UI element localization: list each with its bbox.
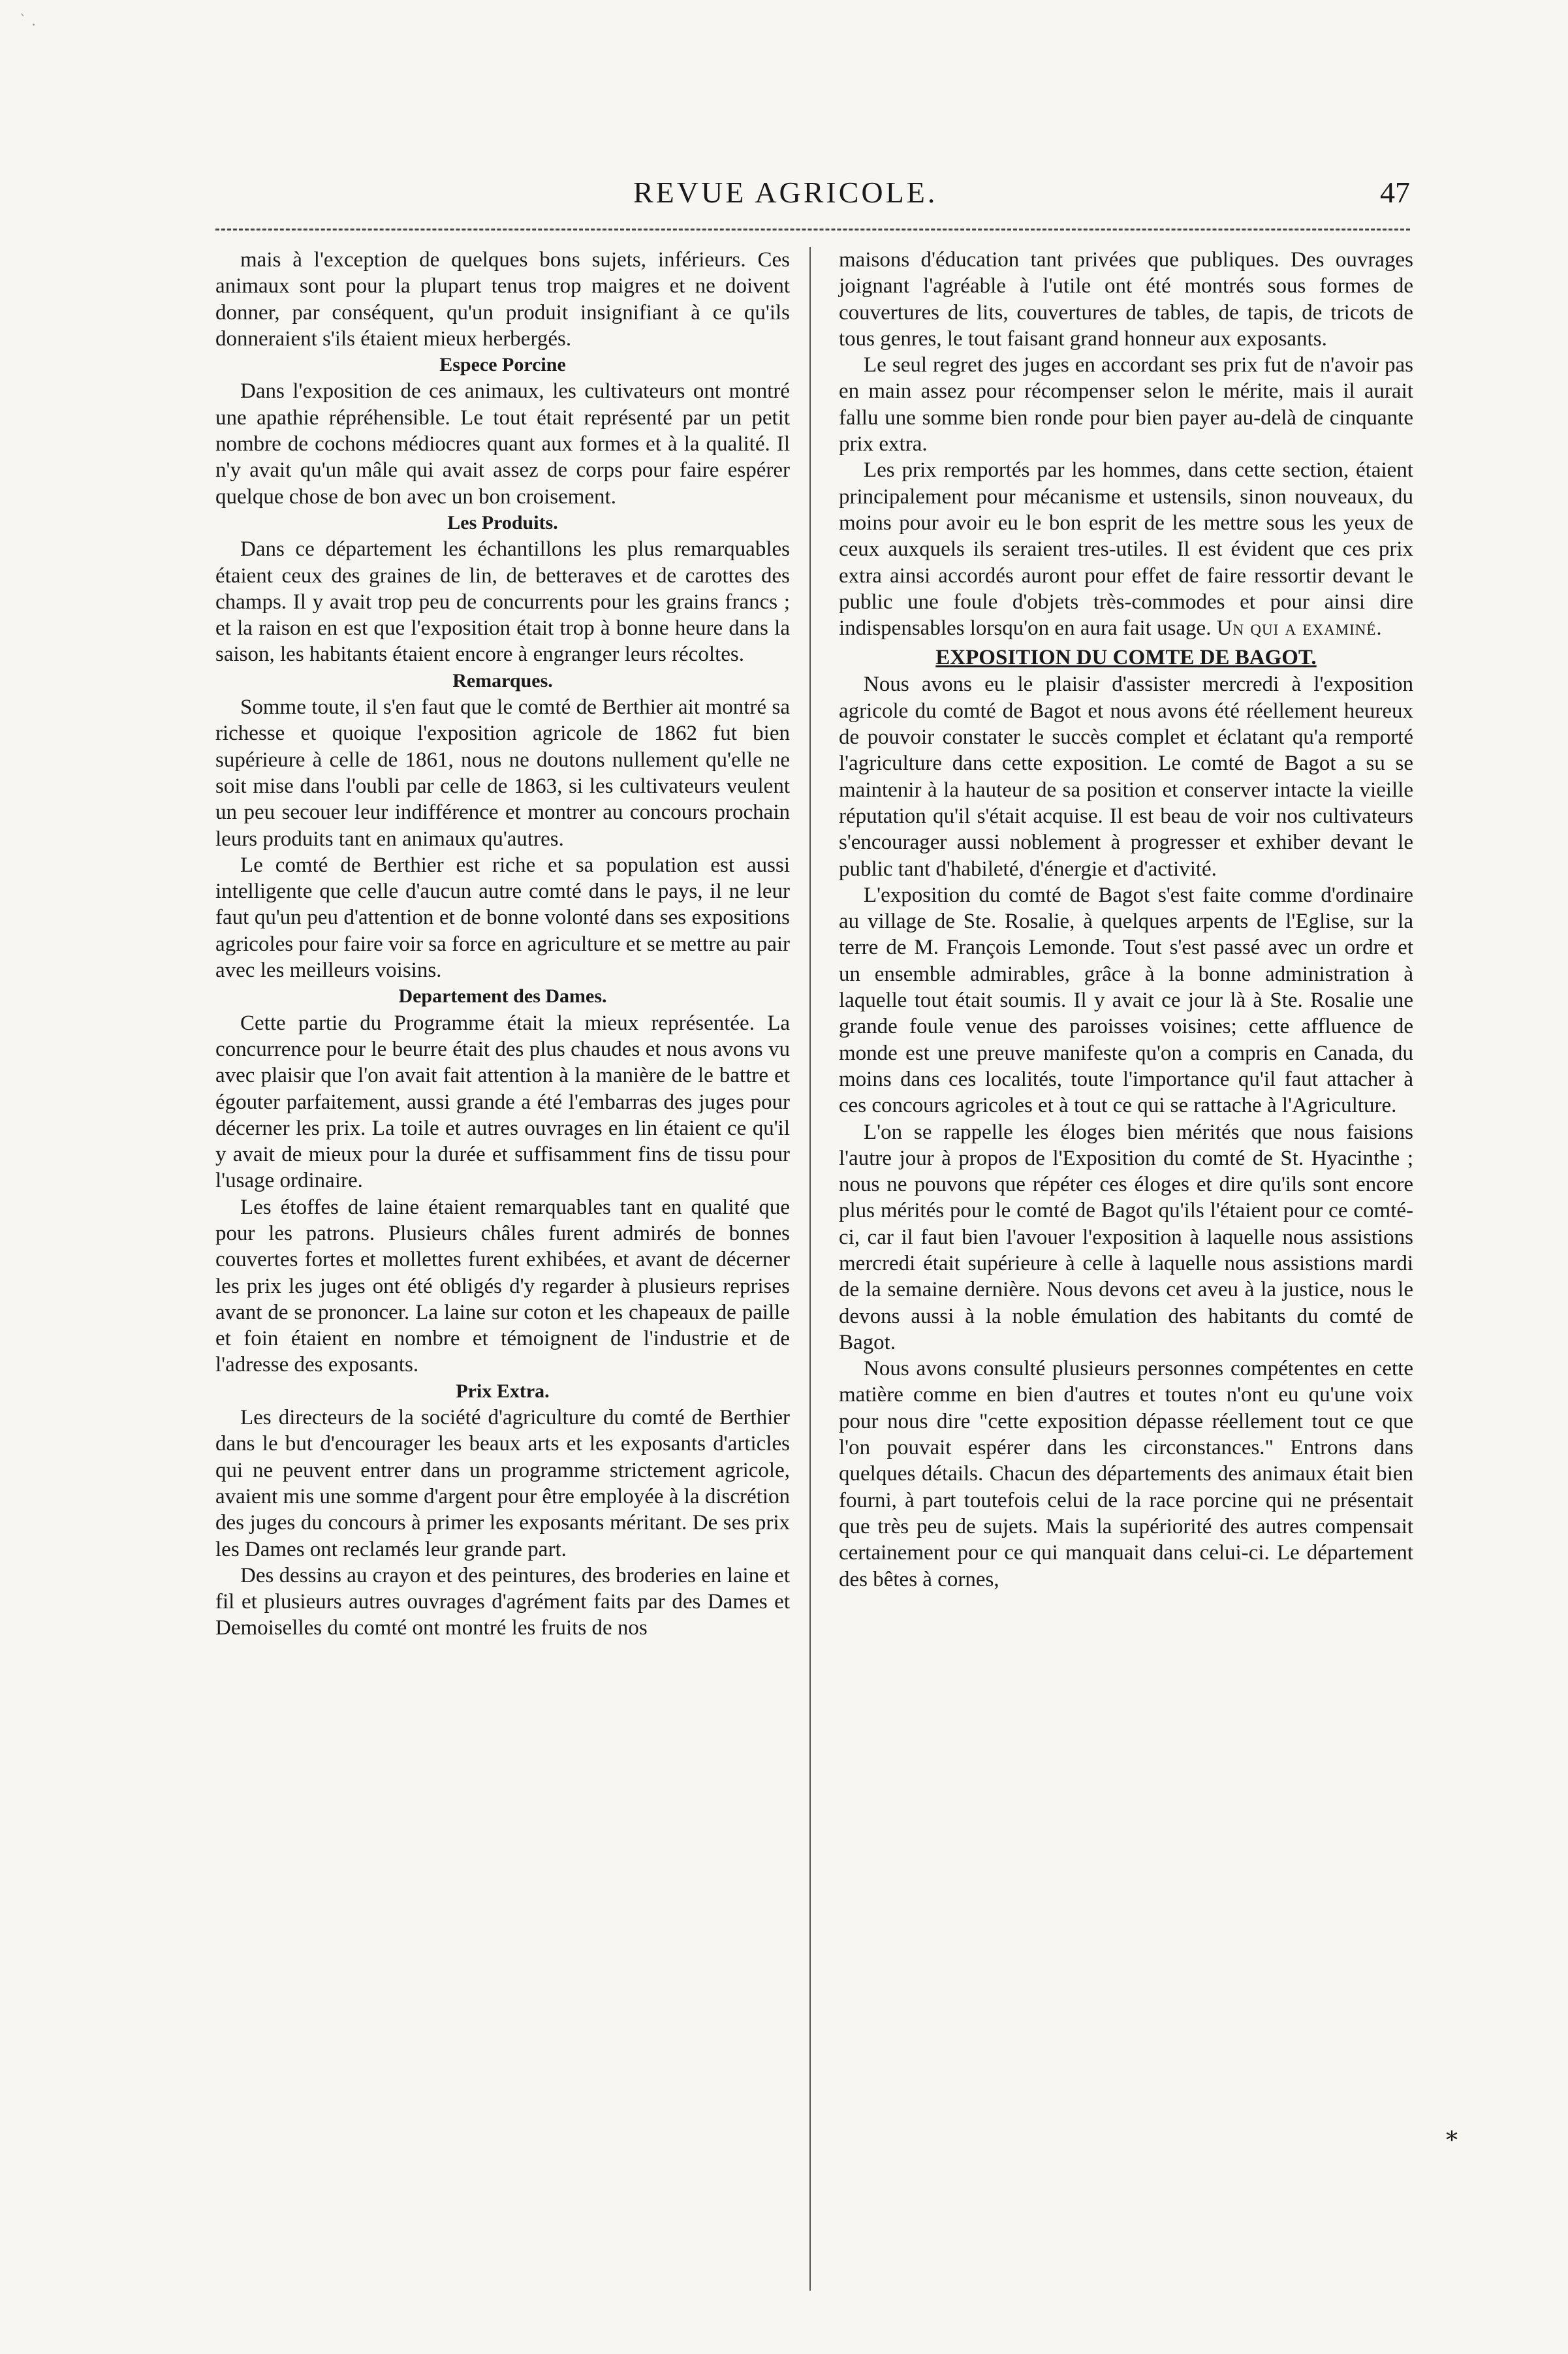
paragraph-text: Les prix remportés par les hommes, dans cette section, étaient principalement pour mécanisme et ustensils, sinon nouveaux, du moins pour avoir eu le bon esprit de les mettre sous les yeux de ceux auxquels ils seraient tres-utiles. Il est évident que ces prix extra ainsi accordés auront pour effet de faire ressortir devant le public une foule d'objets très-commodes et pour ainsi dire indispensables lorsqu'on en aura fait usage. xyxy=(839,458,1413,641)
paragraph: mais à l'exception de quelques bons sujets, inférieurs. Ces animaux sont pour la plupart tenus trop maigres et ne doivent donner, par conséquent, qu'un produit insignifiant à ce qu'ils donneraient s'ils étaient mieux herbergés. xyxy=(215,248,790,351)
paragraph: Dans l'exposition de ces animaux, les cultivateurs ont montré une apathie répréhensible. Le tout était représenté par un petit nombre de cochons médiocres quant aux formes et à la qualité. Il n'y avait qu'un mâle qui avait assez de corps pour faire espérer quelque chose de bon avec un bon croisement. xyxy=(215,379,790,509)
section-heading-bagot: EXPOSITION DU COMTE DE BAGOT. xyxy=(935,646,1317,670)
section-heading-prix-extra: Prix Extra. xyxy=(456,1380,550,1402)
paragraph: Les étoffes de laine étaient remarquables tant en qualité que pour les patrons. Plusieurs châles furent admirés de bonnes couvertes fortes et mollettes furent exhibées, et avant de décerner les prix les juges ont été obligés d'y regarder à plusieurs reprises avant de se prononcer. La laine sur coton et les chapeaux de paille et foin étaient en nombre et témoignent de l'industrie et de l'adresse des exposants. xyxy=(215,1195,790,1377)
header-rule xyxy=(215,229,1410,231)
paragraph: Dans ce département les échantillons les plus remarquables étaient ceux des graines de lin, de betteraves et de carottes des champs. Il y avait trop peu de concurrents pour les grains francs ; et la raison en est que l'exposition était trop à bonne heure dans la saison, les habitants étaient encore à engranger leurs récoltes. xyxy=(215,537,790,667)
margin-mark: * xyxy=(1446,2127,1458,2154)
paragraph: Les directeurs de la société d'agriculture du comté de Berthier dans le but d'encourager les beaux arts et les exposants d'articles qui ne peuvent entrer dans un programme strictement agricole, avaient mis une somme d'argent pour être employée à la discrétion des juges du concours à primer les exposants méritant. De ses prix les Dames ont reclamés leur grande part. xyxy=(215,1406,790,1561)
paragraph: Des dessins au crayon et des peintures, des broderies en laine et fil et plusieurs autres ouvrages d'agrément faits par des Dames et Demoiselles du comté ont montré les fruits de nos xyxy=(215,1563,790,1640)
paragraph: Cette partie du Programme était la mieux représentée. La concurrence pour le beurre était des plus chaudes et nous avons vu avec plaisir que l'on avait fait attention à la manière de le battre et égouter parfaitement, aussi grande a été l'embarras des juges pour décerner les prix. La toile et autres ouvrages en lin étaient ce qu'il y avait de mieux pour la durée et suffisamment fins de tissu pour l'usage ordinaire. xyxy=(215,1011,790,1193)
paragraph: Le comté de Berthier est riche et sa population est aussi intelligente que celle d'aucun autre comté dans le pays, il ne leur faut qu'un peu d'attention et de bonne volonté dans ses expositions agricoles pour faire voir sa force en agriculture et se mettre au pair avec les meilleurs voisins. xyxy=(215,853,790,983)
paragraph: L'exposition du comté de Bagot s'est faite comme d'ordinaire au village de Ste. Rosalie, à quelques arpents de l'Eglise, sur la terre de M. François Lemonde. Tout s'est passé avec un ordre et un ensemble admirables, grâce à la bonne administration à laquelle tout était soumis. Il y avait ce jour là à Ste. Rosalie une grande foule venue des paroisses voisines; cette affluence de monde est une preuve manifeste qu'on a compris en Canada, du moins dans ces localités, toute l'importance qu'il faut attacher à ces concours agricoles et à tout ce qui se rattache à l'Agriculture. xyxy=(839,883,1413,1118)
column-divider xyxy=(809,247,811,2291)
section-heading-dames: Departement des Dames. xyxy=(398,985,607,1008)
section-heading-produits: Les Produits. xyxy=(447,511,558,533)
section-heading-porcine: Espece Porcine xyxy=(439,354,566,376)
paragraph: Nous avons consulté plusieurs personnes compétentes en cette matière comme en bien d'autres et toutes n'ont eu qu'une voix pour nous dire "cette exposition dépasse réellement tout ce que l'on pouvait espérer dans les circonstances." Entrons dans quelques détails. Chacun des départements des animaux était bien fourni, à part toutefois celui de la race porcine qui ne présentait que très peu de sujets. Mais la supériorité des autres compensait certainement pour ce qui manquait dans celui-ci. Le département des bêtes à cornes, xyxy=(839,1357,1413,1591)
corner-speck: ` . xyxy=(20,13,36,29)
page-header xyxy=(215,175,1410,214)
left-column xyxy=(215,247,790,1642)
paragraph: Nous avons eu le plaisir d'assister mercredi à l'exposition agricole du comté de Bagot et nous avons été réellement heureux de pouvoir constater le succès complet et éclatant qu'a remporté l'agriculture dans cette exposition. Le comté de Bagot a su se maintenir à la hauteur de sa position et conserver intacte la vieille réputation qu'il s'était acquise. Il est beau de voir nos cultivateurs s'encourager aussi noblement à progresser et exhiber devant le public tant d'habileté, d'énergie et d'activité. xyxy=(839,673,1413,881)
paragraph xyxy=(839,457,1413,641)
running-title: REVUE AGRICOLE. xyxy=(633,176,938,209)
page-number: 47 xyxy=(1380,176,1410,209)
paragraph: L'on se rappelle les éloges bien mérités que nous faisions l'autre jour à propos de l'Exposition du comté de St. Hyacinthe ; nous ne pouvons que répéter ces éloges et dire qu'ils sont encore plus mérités pour le comté de Bagot qu'ils l'étaient pour ce comté-ci, car il faut bien l'avouer l'exposition à laquelle nous assistions mercredi était supérieure à celle à laquelle nous assistions mardi de la semaine dernière. Nous devons cet aveu à la justice, nous le devons aussi à la noble émulation des habitants du comté de Bagot. xyxy=(839,1120,1413,1354)
paragraph: Le seul regret des juges en accordant ses prix fut de n'avoir pas en main assez pour récompenser selon le mérite, mais il aurait fallu une somme bien ronde pour bien payer au-delà de cinquante prix extra. xyxy=(839,353,1413,456)
paragraph: Somme toute, il s'en faut que le comté de Berthier ait montré sa richesse et quoique l'exposition agricole de 1862 fut bien supérieure à celle de 1861, nous ne doutons nullement qu'elle ne soit mise dans l'oubli par celle de 1863, si les cultivateurs veulent un peu secouer leur indifférence et montrer au concours prochain leurs produits tant en animaux qu'autres. xyxy=(215,695,790,851)
right-column xyxy=(839,247,1413,1593)
section-heading-remarques: Remarques. xyxy=(452,669,553,692)
signature: Un qui a examiné. xyxy=(1216,616,1383,641)
paragraph: maisons d'éducation tant privées que publiques. Des ouvrages joignant l'agréable à l'utile ont été montrés sous formes de couvertures de lits, couvertures de tables, de tapis, de tricots de tous genres, le tout faisant grand honneur aux exposants. xyxy=(839,248,1413,351)
